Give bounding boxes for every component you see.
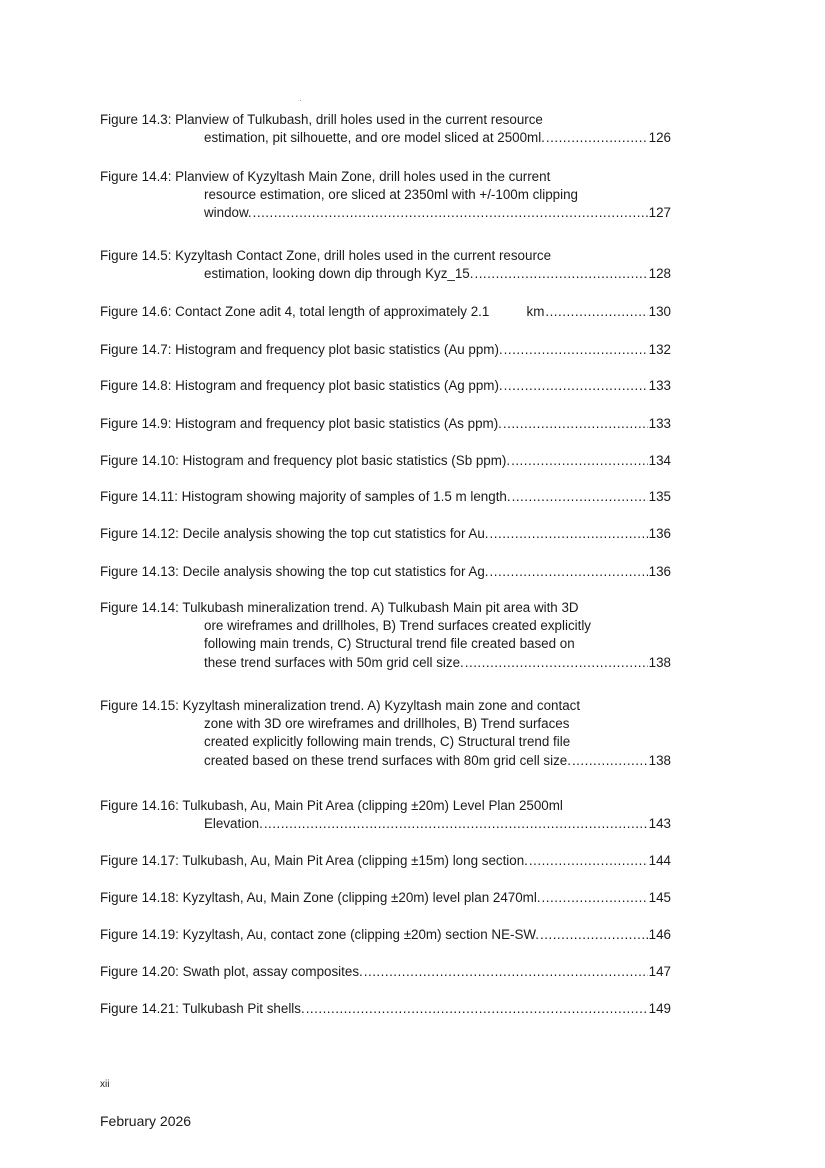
toc-entry-last-line	[100, 377, 671, 395]
toc-entry-text: Elevation.	[204, 816, 263, 832]
dot-leader	[542, 889, 648, 907]
toc-page-number: 130	[648, 304, 671, 319]
toc-entry-last-line	[100, 488, 671, 506]
toc-entry-text: Figure 14.9: Histogram and frequency plot basic statistics (As ppm).	[100, 416, 502, 431]
toc-entry-line: Figure 14.5: Kyzyltash Contact Zone, drill holes used in the current resource	[100, 248, 552, 263]
toc-entry-line: created explicitly following main trends, C) Structural trend file	[204, 734, 571, 750]
dot-leader	[253, 204, 648, 222]
dot-leader	[572, 752, 648, 770]
dot-leader	[504, 341, 648, 359]
toc-entry-text: Figure 14.19: Kyzyltash, Au, contact zone (clipping ±20m) section NE-SW.	[100, 927, 540, 942]
dot-leader	[512, 488, 648, 506]
toc-page-number: 133	[648, 378, 671, 393]
toc-entry[interactable]	[100, 852, 671, 870]
toc-entry[interactable]	[100, 247, 671, 283]
toc-entry-last-line	[100, 926, 671, 944]
toc-entry-text: estimation, pit silhouette, and ore model sliced at 2500ml.	[204, 130, 545, 146]
dot-leader	[490, 563, 648, 581]
toc-page-number: 126	[648, 130, 671, 146]
dot-leader	[474, 265, 647, 283]
dot-leader	[504, 377, 648, 395]
dot-leader	[465, 654, 648, 672]
toc-entry-line: Figure 14.14: Tulkubash mineralization trend. A) Tulkubash Main pit area with 3D	[100, 600, 579, 615]
toc-page-number: 138	[648, 752, 671, 768]
toc-entry-line: Figure 14.15: Kyzyltash mineralization trend. A) Kyzyltash main zone and contact	[100, 698, 581, 713]
toc-entry[interactable]	[100, 415, 671, 433]
toc-entry-text: estimation, looking down dip through Kyz_15.	[204, 266, 474, 282]
toc-entry-last-line	[100, 654, 671, 672]
toc-entry[interactable]	[100, 963, 671, 981]
toc-entry-last-line	[100, 852, 671, 870]
toc-entry[interactable]	[100, 111, 671, 147]
toc-entry-text: Figure 14.20: Swath plot, assay composites.	[100, 964, 363, 979]
footer-date: February 2026	[100, 1113, 192, 1129]
toc-page-number: 138	[648, 654, 671, 670]
toc-entry-last-line	[100, 752, 671, 770]
toc-entry-text: Figure 14.21: Tulkubash Pit shells.	[100, 1001, 305, 1016]
toc-entry[interactable]	[100, 889, 671, 907]
toc-entry-text: Figure 14.7: Histogram and frequency plot basic statistics (Au ppm).	[100, 342, 503, 357]
dot-leader	[529, 852, 648, 870]
toc-entry-line: Figure 14.3: Planview of Tulkubash, drill holes used in the current resource	[100, 112, 543, 127]
toc-page-number: 143	[648, 816, 671, 832]
toc-page-number: 149	[648, 1001, 671, 1016]
dot-leader	[306, 1000, 648, 1018]
dot-leader	[540, 926, 648, 944]
toc-page-number: 135	[648, 489, 671, 504]
toc-page-number: 128	[648, 266, 671, 282]
toc-entry-last-line	[100, 452, 671, 470]
toc-entry-text: Figure 14.10: Histogram and frequency plot basic statistics (Sb ppm).	[100, 453, 511, 468]
toc-entry[interactable]	[100, 377, 671, 395]
toc-entry-text: Figure 14.18: Kyzyltash, Au, Main Zone (clipping ±20m) level plan 2470ml.	[100, 890, 541, 905]
dot-leader	[364, 963, 648, 981]
toc-entry[interactable]	[100, 599, 671, 672]
toc-page-number: 136	[648, 564, 671, 579]
toc-page-number: 145	[648, 890, 671, 905]
dot-leader	[503, 415, 648, 433]
toc-entry-line: resource estimation, ore sliced at 2350ml with +/-100m clipping	[204, 187, 579, 203]
toc-entry-text: Figure 14.13: Decile analysis showing the top cut statistics for Ag.	[100, 564, 489, 579]
dot-leader	[511, 452, 648, 470]
dot-leader	[546, 129, 648, 147]
toc-entry-last-line	[100, 265, 671, 283]
toc-entry-line: following main trends, C) Structural trend file created based on	[204, 636, 575, 652]
toc-entry-last-line	[100, 889, 671, 907]
toc-entry-text: Figure 14.11: Histogram showing majority of samples of 1.5 m length.	[100, 489, 511, 504]
toc-page-number: 133	[648, 416, 671, 431]
toc-entry-last-line	[100, 563, 671, 581]
toc-entry-last-line	[100, 129, 671, 147]
dot-leader	[490, 525, 648, 543]
toc-entry-text: window.	[204, 205, 252, 221]
scan-speck	[300, 100, 301, 101]
toc-entry[interactable]	[100, 341, 671, 359]
toc-entry-last-line	[100, 415, 671, 433]
toc-entry-text: Figure 14.17: Tulkubash, Au, Main Pit Area (clipping ±15m) long section.	[100, 853, 528, 868]
toc-entry[interactable]	[100, 168, 671, 223]
toc-entry-last-line	[100, 204, 671, 222]
toc-page-number: 144	[648, 853, 671, 868]
toc-entry-text: Figure 14.12: Decile analysis showing the top cut statistics for Au.	[100, 526, 489, 541]
toc-entry-line: Figure 14.16: Tulkubash, Au, Main Pit Area (clipping ±20m) Level Plan 2500ml	[100, 798, 563, 813]
toc-page-number: 146	[648, 927, 671, 942]
dot-leader	[545, 303, 647, 321]
toc-entry-last-line	[100, 1000, 671, 1018]
toc-page-number: 127	[648, 205, 671, 221]
toc-entry-text: Figure 14.6: Contact Zone adit 4, total length of approximately 2.1 km	[100, 304, 545, 319]
toc-entry-last-line	[100, 815, 671, 833]
toc-entry[interactable]	[100, 563, 671, 581]
toc-entry[interactable]	[100, 525, 671, 543]
toc-entry[interactable]	[100, 926, 671, 944]
toc-entry[interactable]	[100, 697, 671, 770]
toc-entry-last-line	[100, 963, 671, 981]
toc-entry[interactable]	[100, 1000, 671, 1018]
toc-page-number: 132	[648, 342, 671, 357]
toc-entry[interactable]	[100, 303, 671, 321]
toc-entry-line: Figure 14.4: Planview of Kyzyltash Main Zone, drill holes used in the current	[100, 169, 551, 184]
toc-page-number: 136	[648, 526, 671, 541]
toc-entry-last-line	[100, 303, 671, 321]
toc-entry-text: created based on these trend surfaces with 80m grid cell size.	[204, 752, 571, 768]
toc-entry[interactable]	[100, 797, 671, 833]
toc-entry-text: these trend surfaces with 50m grid cell size.	[204, 654, 464, 670]
toc-entry-line: zone with 3D ore wireframes and drillholes, B) Trend surfaces	[204, 716, 570, 732]
toc-entry-line: ore wireframes and drillholes, B) Trend surfaces created explicitly	[204, 618, 592, 634]
toc-page-number: 134	[648, 453, 671, 468]
toc-entry[interactable]	[100, 488, 671, 506]
toc-page-number: 147	[648, 964, 671, 979]
toc-entry-text: Figure 14.8: Histogram and frequency plot basic statistics (Ag ppm).	[100, 378, 503, 393]
toc-entry-last-line	[100, 525, 671, 543]
footer-page-number: xii	[100, 1079, 110, 1090]
dot-leader	[264, 815, 648, 833]
toc-entry-last-line	[100, 341, 671, 359]
toc-entry[interactable]	[100, 452, 671, 470]
